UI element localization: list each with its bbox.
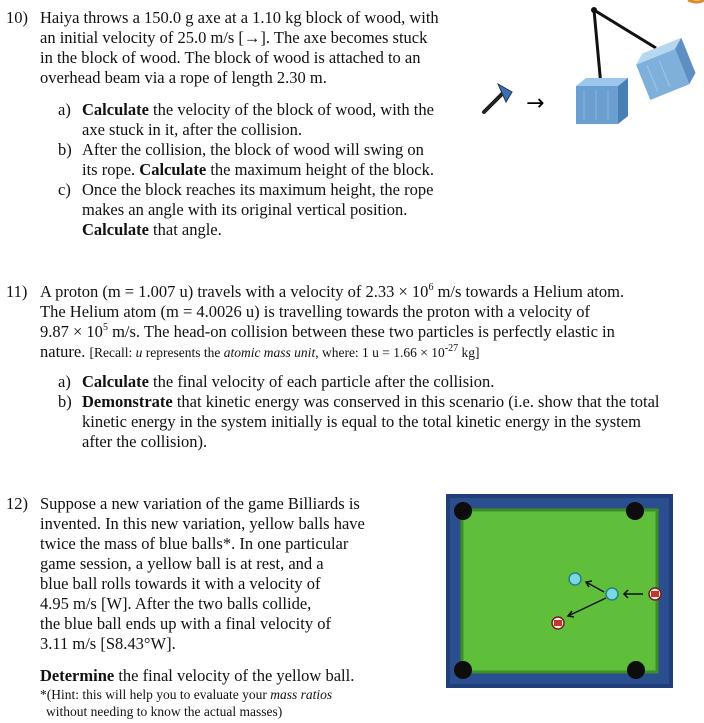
q10-b-text: the maximum height of the block. [206, 160, 434, 179]
q12-line-6: 4.95 m/s [W]. After the two balls collide, [40, 594, 312, 613]
q10-a-verb: Calculate [82, 100, 149, 119]
q11-b-line-2: kinetic energy in the system initially is equal to the total kinetic energy in the system [82, 412, 641, 431]
pocket-top-right [626, 502, 644, 520]
billiards-table [446, 494, 673, 688]
ball-cyan-top [569, 573, 581, 585]
q11-a-line: Calculate the final velocity of each particle after the collision. [82, 372, 495, 391]
q11-line-4: nature. [Recall: u represents the atomic mass unit, where: 1 $u = 1.66 \times 10^{-27}$ kg] [40, 342, 480, 361]
rope-swung [594, 10, 656, 48]
axe-icon [484, 84, 512, 112]
q10-c-line-3 [82, 220, 222, 240]
recall-note: [Recall: u represents the atomic mass unit, where: 1 $u = 1.66 \times 10^{-27}$ kg] [89, 342, 480, 360]
q10-c-line-1: Once the block reaches its maximum height, the rope [82, 180, 434, 199]
q10-line-4: overhead beam via a rope of length 2.30 m. [40, 68, 327, 87]
q12-hint-line-2: without needing to know the actual masses) [46, 704, 283, 719]
q10-c-verb: Calculate [82, 220, 149, 239]
pocket-bottom-left [454, 661, 472, 679]
q10-line-3: in the block of wood. The block of wood is attached to an [40, 48, 421, 67]
ball-cyan-center [606, 588, 618, 600]
q11-line-2: The Helium atom (m = 4.0026 u) is travelling towards the proton with a velocity of [40, 302, 591, 321]
q10-b-line-1: After the collision, the block of wood will swing on [82, 140, 424, 159]
q12-verb: Determine [40, 666, 115, 685]
q10-line-1: Haiya throws a 150.0 g axe at a 1.10 kg block of wood, with [40, 8, 439, 27]
q10-b-letter: b) [58, 140, 72, 159]
q12-determine-line: Determine the final velocity of the yellow ball. [40, 666, 355, 685]
pocket-top-left [454, 502, 472, 520]
q10-b-pre: its rope. [82, 160, 140, 179]
pocket-bottom-right [627, 661, 645, 679]
q12-line-2: invented. In this new variation, yellow balls have [40, 514, 365, 533]
q12-line-3: twice the mass of blue balls*. In one particular [40, 534, 349, 553]
q10-a-line-2: axe stuck in it, after the collision. [82, 120, 302, 139]
q11-a-verb: Calculate [82, 372, 149, 391]
q12-line-8: 3.11 m/s [S8.43°W]. [40, 634, 176, 653]
q11-number: 11) [6, 282, 28, 301]
axe-block-illustration [470, 0, 704, 130]
q12-line-5: blue ball rolls towards it with a velocity of [40, 574, 321, 593]
q11-line-1: A proton (m = 1.007 u) travels with a velocity of $2.33 \times 10^6$ m/s towards a Helium atom. [40, 281, 625, 301]
q10-b-line-2 [82, 160, 434, 180]
q10-a-text: the velocity of the block of wood, with the [148, 100, 434, 119]
q12-number: 12) [6, 494, 28, 513]
q11-b-letter: b) [58, 392, 72, 411]
q10-number: 10) [6, 8, 28, 27]
rope-vertical [594, 10, 601, 86]
q12-line-1: Suppose a new variation of the game Billiards is [40, 494, 360, 513]
motion-arrow: → [526, 91, 545, 116]
q10-c-text: that angle. [148, 220, 222, 239]
q12-line-7: the blue ball ends up with a final velocity of [40, 614, 331, 633]
q10-b-verb: Calculate [139, 160, 207, 179]
q11-line-3: $9.87 \times 10^5$ m/s. The head-on collision between these two particles is perfectly elastic in [40, 321, 615, 341]
wood-block-swung [633, 38, 698, 100]
q11-b-line-1: Demonstrate that kinetic energy was conserved in this scenario (i.e. show that the total [82, 392, 660, 411]
q10-a-letter: a) [58, 100, 71, 119]
q11-a-letter: a) [58, 372, 71, 391]
q11-b-verb: Demonstrate [82, 392, 173, 411]
q12-line-4: game session, a yellow ball is at rest, and a [40, 554, 324, 573]
q10-a-line-1 [82, 100, 434, 120]
wood-block-rest [576, 78, 628, 124]
q11-b-line-3: after the collision). [82, 432, 208, 451]
q12-hint-line-1: *(Hint: this will help you to evaluate your mass ratios [40, 687, 333, 702]
q10-c-line-2: makes an angle with its original vertical position. [82, 200, 408, 219]
q10-line-2: an initial velocity of 25.0 m/s [→]. The axe becomes stuck [40, 28, 428, 47]
q10-c-letter: c) [58, 180, 71, 199]
